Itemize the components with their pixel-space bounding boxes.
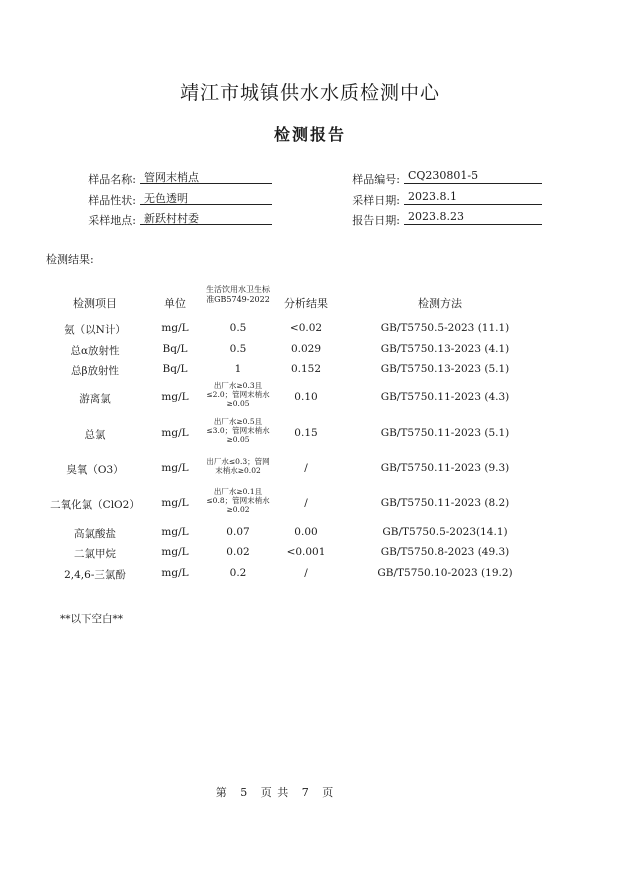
- row-item: 总α放射性: [70, 345, 120, 357]
- row-item: 高氯酸盐: [74, 528, 116, 540]
- page-suffix: 页: [322, 786, 335, 799]
- page-prefix: 第: [215, 786, 228, 799]
- row-method: GB/T5750.10-2023 (19.2): [377, 567, 513, 579]
- row-result: /: [304, 497, 308, 509]
- row-unit: mg/L: [161, 546, 189, 558]
- header-unit: 单位: [164, 297, 186, 310]
- row-item: 二氧化氯（ClO2）: [50, 499, 140, 511]
- page-footer: [0, 784, 550, 800]
- row-item: 二氯甲烷: [74, 548, 116, 560]
- row-item: 2,4,6-三氯酚: [64, 569, 126, 581]
- row-unit: mg/L: [161, 427, 189, 439]
- row-result: 0.029: [290, 343, 322, 355]
- total-pages: 7: [301, 786, 310, 799]
- row-unit: mg/L: [161, 567, 189, 579]
- page-mid: 页 共: [260, 786, 290, 799]
- row-method: GB/T5750.11-2023 (5.1): [380, 427, 510, 439]
- row-unit: Bq/L: [162, 343, 188, 355]
- row-unit: mg/L: [161, 462, 189, 474]
- sample-property-label: 样品性状:: [88, 194, 136, 207]
- row-unit: Bq/L: [162, 363, 188, 375]
- header-result: 分析结果: [284, 297, 328, 310]
- row-standard: 0.5: [229, 343, 247, 355]
- row-method: GB/T5750.11-2023 (9.3): [380, 462, 510, 474]
- row-unit: mg/L: [161, 526, 189, 538]
- row-method: GB/T5750.5-2023(14.1): [382, 526, 508, 538]
- row-result: <0.02: [289, 322, 323, 334]
- row-item: 游离氯: [79, 393, 111, 405]
- row-standard: 0.5: [229, 322, 247, 334]
- row-unit: mg/L: [161, 497, 189, 509]
- row-item: 氨（以N计）: [64, 324, 126, 336]
- sample-name-value: 管网末梢点: [140, 169, 272, 184]
- sample-id-label: 样品编号:: [352, 173, 400, 186]
- row-method: GB/T5750.5-2023 (11.1): [380, 322, 510, 334]
- row-standard: 0.2: [229, 567, 247, 579]
- row-unit: mg/L: [161, 391, 189, 403]
- row-standard: 出厂水≥0.1且≤0.8；管网末梢水≥0.02: [206, 487, 270, 514]
- row-method: GB/T5750.11-2023 (4.3): [380, 391, 510, 403]
- page-number: 5: [240, 786, 249, 799]
- row-standard: 出厂水≤0.3；管网末梢水≥0.02: [206, 457, 270, 475]
- blank-note: **以下空白**: [60, 613, 123, 625]
- row-standard: 0.02: [226, 546, 250, 558]
- org-title: 靖江市城镇供水水质检测中心: [179, 82, 440, 104]
- sample-name-label: 样品名称:: [88, 173, 136, 186]
- row-result: 0.00: [294, 526, 318, 538]
- report-date-value: 2023.8.23: [404, 210, 542, 225]
- sampling-date-value: 2023.8.1: [404, 190, 542, 205]
- row-result: 0.152: [290, 363, 322, 375]
- sample-id-value: CQ230801-5: [404, 169, 542, 184]
- row-standard: 0.07: [226, 526, 250, 538]
- header-method: 检测方法: [418, 297, 462, 310]
- row-standard: 出厂水≥0.3且≤2.0；管网末梢水≥0.05: [206, 381, 270, 408]
- row-standard: 出厂水≥0.5且≤3.0；管网末梢水≥0.05: [206, 417, 270, 444]
- row-unit: mg/L: [161, 322, 189, 334]
- row-method: GB/T5750.13-2023 (4.1): [380, 343, 510, 355]
- sample-property-value: 无色透明: [140, 190, 272, 205]
- row-result: 0.15: [294, 427, 318, 439]
- header-item: 检测项目: [73, 297, 117, 310]
- row-result: /: [304, 567, 308, 579]
- row-method: GB/T5750.11-2023 (8.2): [380, 497, 510, 509]
- row-method: GB/T5750.13-2023 (5.1): [380, 363, 510, 375]
- sampling-site-label: 采样地点:: [88, 214, 136, 227]
- row-standard: 1: [234, 363, 242, 375]
- row-item: 臭氧（O3）: [66, 464, 124, 476]
- row-result: 0.10: [294, 391, 318, 403]
- row-result: /: [304, 462, 308, 474]
- row-result: <0.001: [286, 546, 326, 558]
- row-method: GB/T5750.8-2023 (49.3): [380, 546, 510, 558]
- row-item: 总β放射性: [70, 365, 120, 377]
- row-item: 总氯: [84, 429, 106, 441]
- sampling-date-label: 采样日期:: [352, 194, 400, 207]
- results-label: 检测结果:: [46, 253, 94, 266]
- report-date-label: 报告日期:: [352, 214, 400, 227]
- report-title: 检测报告: [273, 125, 346, 144]
- header-standard: 生活饮用水卫生标准GB5749-2022: [206, 285, 270, 304]
- sampling-site-value: 新跃村村委: [140, 210, 272, 225]
